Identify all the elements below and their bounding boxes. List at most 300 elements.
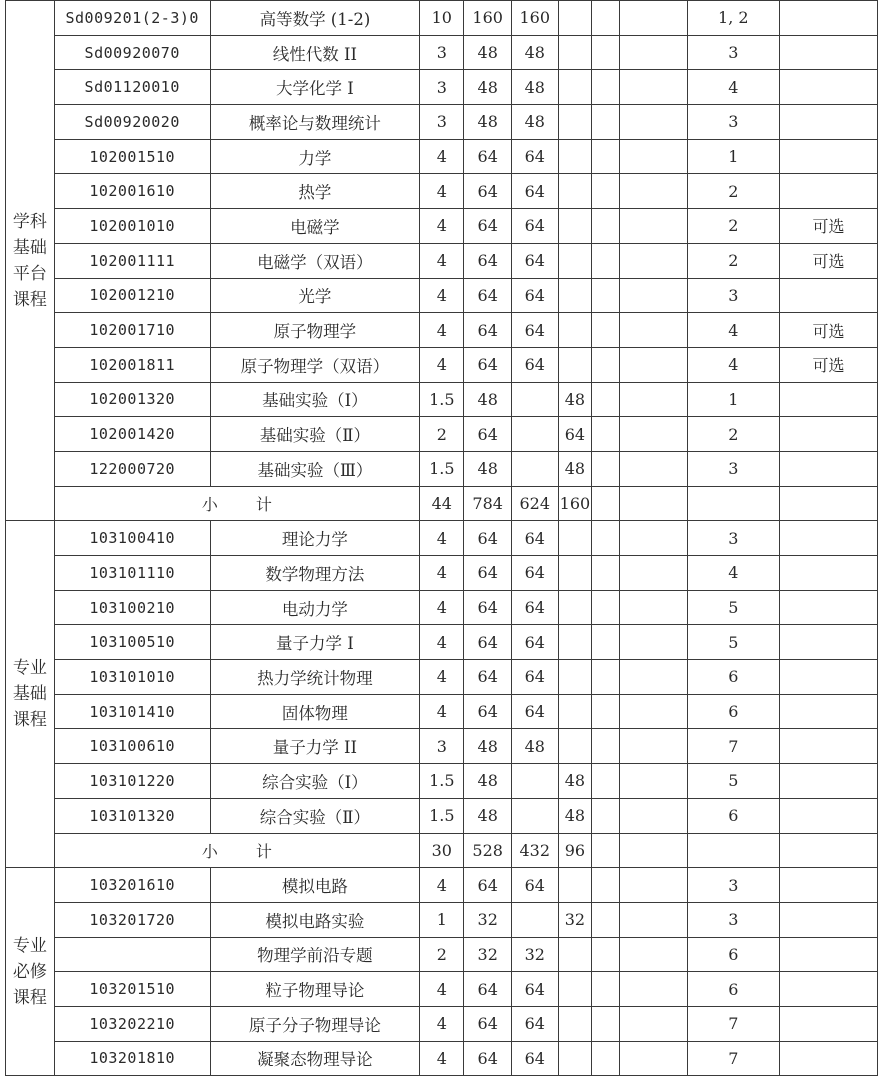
course-code: 122000720 [54, 451, 210, 486]
course-code: 103100610 [54, 729, 210, 764]
note-cell [779, 417, 877, 452]
table-row [6, 70, 878, 105]
semester-cell: 1, 2 [687, 1, 779, 36]
extra-hours-cell [592, 35, 620, 70]
note-cell [779, 729, 877, 764]
subtotal-lab-cell: 96 [558, 833, 592, 868]
subtotal-empty-cell [779, 833, 877, 868]
lab-hours-cell: 32 [558, 902, 592, 937]
table-row [6, 105, 878, 140]
course-name: 原子物理学 [210, 313, 419, 348]
curriculum-table [5, 0, 878, 1076]
subtotal-label [54, 833, 419, 868]
lecture-hours-cell: 64 [511, 243, 558, 278]
subtotal-empty-cell [779, 486, 877, 521]
lecture-hours-cell: 64 [511, 313, 558, 348]
lecture-hours-cell: 64 [511, 590, 558, 625]
total-hours-cell: 64 [464, 209, 512, 244]
lab-hours-cell: 64 [558, 417, 592, 452]
semester-cell: 6 [687, 798, 779, 833]
lab-hours-cell [558, 1, 592, 36]
table-row [6, 35, 878, 70]
lab-hours-cell [558, 625, 592, 660]
course-name: 高等数学 (1-2) [210, 1, 419, 36]
semester-cell: 3 [687, 278, 779, 313]
lecture-hours-cell: 64 [511, 1006, 558, 1041]
note-cell: 可选 [779, 243, 877, 278]
note-cell [779, 660, 877, 695]
note-cell: 可选 [779, 313, 877, 348]
total-hours-cell: 32 [464, 902, 512, 937]
extra-hours-cell [619, 764, 687, 799]
course-name: 综合实验（Ⅰ） [210, 764, 419, 799]
lecture-hours-cell [511, 382, 558, 417]
course-name: 概率论与数理统计 [210, 105, 419, 140]
extra-hours-cell [592, 209, 620, 244]
semester-cell: 4 [687, 313, 779, 348]
extra-hours-cell [619, 1041, 687, 1076]
extra-hours-cell [619, 382, 687, 417]
credits-cell: 4 [420, 868, 464, 903]
semester-cell: 6 [687, 660, 779, 695]
total-hours-cell: 64 [464, 625, 512, 660]
course-name: 理论力学 [210, 521, 419, 556]
category-label-line: 基础 [12, 684, 47, 705]
total-hours-cell: 48 [464, 70, 512, 105]
category-label-line: 专业 [12, 658, 47, 679]
lecture-hours-cell: 48 [511, 35, 558, 70]
lab-hours-cell [558, 174, 592, 209]
course-code: 103100510 [54, 625, 210, 660]
extra-hours-cell [592, 902, 620, 937]
lecture-hours-cell: 32 [511, 937, 558, 972]
subtotal-hours-cell: 784 [464, 486, 512, 521]
table-row [6, 764, 878, 799]
note-cell [779, 1006, 877, 1041]
extra-hours-cell [592, 243, 620, 278]
extra-hours-cell [619, 243, 687, 278]
subtotal-row [6, 486, 878, 521]
course-name: 基础实验（Ⅱ） [210, 417, 419, 452]
course-code: 103101220 [54, 764, 210, 799]
total-hours-cell: 64 [464, 278, 512, 313]
lab-hours-cell [558, 139, 592, 174]
category-label-line: 平台 [12, 263, 47, 284]
note-cell [779, 625, 877, 660]
table-row [6, 556, 878, 591]
note-cell [779, 764, 877, 799]
semester-cell: 3 [687, 451, 779, 486]
table-row [6, 243, 878, 278]
credits-cell: 2 [420, 937, 464, 972]
extra-hours-cell [592, 417, 620, 452]
course-code: 103101320 [54, 798, 210, 833]
extra-hours-cell [592, 382, 620, 417]
lab-hours-cell [558, 209, 592, 244]
table-row [6, 1006, 878, 1041]
total-hours-cell: 64 [464, 868, 512, 903]
extra-hours-cell [592, 972, 620, 1007]
semester-cell: 7 [687, 1041, 779, 1076]
semester-cell: 1 [687, 382, 779, 417]
table-row [6, 278, 878, 313]
note-cell [779, 521, 877, 556]
note-cell [779, 451, 877, 486]
extra-hours-cell [619, 729, 687, 764]
course-code: 102001510 [54, 139, 210, 174]
lab-hours-cell [558, 105, 592, 140]
subtotal-empty-cell [619, 486, 687, 521]
lab-hours-cell [558, 660, 592, 695]
extra-hours-cell [592, 937, 620, 972]
extra-hours-cell [619, 868, 687, 903]
credits-cell: 4 [420, 174, 464, 209]
credits-cell: 4 [420, 313, 464, 348]
subtotal-row [6, 833, 878, 868]
category-cell [6, 868, 55, 1076]
semester-cell: 6 [687, 694, 779, 729]
note-cell [779, 556, 877, 591]
subtotal-empty-cell [619, 833, 687, 868]
course-name: 量子力学 II [210, 729, 419, 764]
note-cell [779, 694, 877, 729]
course-name: 物理学前沿专题 [210, 937, 419, 972]
extra-hours-cell [592, 278, 620, 313]
semester-cell: 3 [687, 35, 779, 70]
total-hours-cell: 48 [464, 105, 512, 140]
semester-cell: 3 [687, 902, 779, 937]
course-code: 103100210 [54, 590, 210, 625]
category-label-line: 学科 [12, 211, 47, 232]
semester-cell: 5 [687, 625, 779, 660]
total-hours-cell: 64 [464, 590, 512, 625]
note-cell [779, 174, 877, 209]
table-row [6, 417, 878, 452]
lab-hours-cell: 48 [558, 451, 592, 486]
credits-cell: 1.5 [420, 382, 464, 417]
subtotal-credits-cell: 30 [420, 833, 464, 868]
note-cell [779, 105, 877, 140]
lab-hours-cell [558, 313, 592, 348]
table-row [6, 660, 878, 695]
category-label-line: 专业 [12, 935, 47, 956]
course-name: 热力学统计物理 [210, 660, 419, 695]
course-code: 102001111 [54, 243, 210, 278]
total-hours-cell: 64 [464, 521, 512, 556]
total-hours-cell: 48 [464, 764, 512, 799]
extra-hours-cell [592, 521, 620, 556]
credits-cell: 3 [420, 105, 464, 140]
table-row [6, 729, 878, 764]
extra-hours-cell [619, 972, 687, 1007]
subtotal-label-char: 计 [255, 494, 272, 514]
category-cell [6, 1, 55, 521]
credits-cell: 4 [420, 521, 464, 556]
category-label-line: 课程 [12, 289, 47, 310]
note-cell [779, 1, 877, 36]
subtotal-label-char: 小 [201, 494, 218, 514]
semester-cell: 4 [687, 347, 779, 382]
table-row [6, 382, 878, 417]
category-cell [6, 521, 55, 868]
subtotal-empty-cell [687, 486, 779, 521]
subtotal-lecture-cell: 432 [511, 833, 558, 868]
extra-hours-cell [592, 313, 620, 348]
total-hours-cell: 48 [464, 798, 512, 833]
lecture-hours-cell: 64 [511, 278, 558, 313]
extra-hours-cell [619, 694, 687, 729]
extra-hours-cell [592, 798, 620, 833]
course-code: 102001420 [54, 417, 210, 452]
note-cell [779, 972, 877, 1007]
lab-hours-cell [558, 937, 592, 972]
extra-hours-cell [592, 1, 620, 36]
course-name: 数学物理方法 [210, 556, 419, 591]
extra-hours-cell [592, 660, 620, 695]
lab-hours-cell [558, 694, 592, 729]
extra-hours-cell [619, 1006, 687, 1041]
extra-hours-cell [592, 625, 620, 660]
course-code: 102001710 [54, 313, 210, 348]
total-hours-cell: 64 [464, 972, 512, 1007]
lecture-hours-cell [511, 902, 558, 937]
lecture-hours-cell: 64 [511, 139, 558, 174]
course-name: 基础实验（Ⅲ） [210, 451, 419, 486]
credits-cell: 10 [420, 1, 464, 36]
course-code: Sd009201(2-3)0 [54, 1, 210, 36]
course-code: 103101010 [54, 660, 210, 695]
semester-cell: 7 [687, 1006, 779, 1041]
semester-cell: 2 [687, 417, 779, 452]
course-code: 103201810 [54, 1041, 210, 1076]
category-label-line: 必修 [12, 961, 47, 982]
lecture-hours-cell [511, 798, 558, 833]
extra-hours-cell [592, 105, 620, 140]
extra-hours-cell [592, 868, 620, 903]
table-row [6, 902, 878, 937]
total-hours-cell: 48 [464, 382, 512, 417]
total-hours-cell: 64 [464, 347, 512, 382]
table-row [6, 937, 878, 972]
total-hours-cell: 64 [464, 174, 512, 209]
total-hours-cell: 64 [464, 417, 512, 452]
extra-hours-cell [619, 556, 687, 591]
subtotal-credits-cell: 44 [420, 486, 464, 521]
lab-hours-cell [558, 590, 592, 625]
total-hours-cell: 64 [464, 556, 512, 591]
extra-hours-cell [592, 694, 620, 729]
table-row [6, 590, 878, 625]
extra-hours-cell [592, 729, 620, 764]
note-cell [779, 937, 877, 972]
lab-hours-cell [558, 556, 592, 591]
note-cell [779, 139, 877, 174]
semester-cell: 6 [687, 937, 779, 972]
extra-hours-cell [592, 1006, 620, 1041]
course-code: 103201610 [54, 868, 210, 903]
lecture-hours-cell [511, 417, 558, 452]
total-hours-cell: 48 [464, 35, 512, 70]
semester-cell: 6 [687, 972, 779, 1007]
credits-cell: 4 [420, 660, 464, 695]
lecture-hours-cell: 64 [511, 521, 558, 556]
semester-cell: 1 [687, 139, 779, 174]
lecture-hours-cell: 64 [511, 174, 558, 209]
extra-hours-cell [592, 590, 620, 625]
extra-hours-cell [619, 313, 687, 348]
table-row [6, 313, 878, 348]
extra-hours-cell [592, 70, 620, 105]
extra-hours-cell [619, 1, 687, 36]
lab-hours-cell [558, 35, 592, 70]
extra-hours-cell [619, 35, 687, 70]
subtotal-label [54, 486, 419, 521]
extra-hours-cell [619, 590, 687, 625]
extra-hours-cell [592, 556, 620, 591]
category-label-line: 课程 [12, 710, 47, 731]
subtotal-lecture-cell: 624 [511, 486, 558, 521]
course-name: 力学 [210, 139, 419, 174]
table-row [6, 1041, 878, 1076]
lab-hours-cell: 48 [558, 764, 592, 799]
note-cell: 可选 [779, 209, 877, 244]
note-cell [779, 35, 877, 70]
note-cell [779, 798, 877, 833]
total-hours-cell: 32 [464, 937, 512, 972]
table-row [6, 521, 878, 556]
course-name: 电磁学（双语） [210, 243, 419, 278]
lab-hours-cell [558, 1006, 592, 1041]
extra-hours-cell [619, 209, 687, 244]
extra-hours-cell [619, 278, 687, 313]
semester-cell: 3 [687, 868, 779, 903]
total-hours-cell: 64 [464, 243, 512, 278]
extra-hours-cell [619, 660, 687, 695]
credits-cell: 4 [420, 694, 464, 729]
total-hours-cell: 64 [464, 139, 512, 174]
course-code: 102001610 [54, 174, 210, 209]
semester-cell: 3 [687, 521, 779, 556]
table-row [6, 694, 878, 729]
course-name: 粒子物理导论 [210, 972, 419, 1007]
lab-hours-cell [558, 729, 592, 764]
credits-cell: 4 [420, 139, 464, 174]
course-code: Sd01120010 [54, 70, 210, 105]
total-hours-cell: 64 [464, 660, 512, 695]
credits-cell: 4 [420, 1006, 464, 1041]
lab-hours-cell: 48 [558, 798, 592, 833]
credits-cell: 3 [420, 35, 464, 70]
extra-hours-cell [592, 139, 620, 174]
lecture-hours-cell: 64 [511, 660, 558, 695]
extra-hours-cell [592, 1041, 620, 1076]
credits-cell: 3 [420, 729, 464, 764]
total-hours-cell: 48 [464, 729, 512, 764]
course-code: 103201720 [54, 902, 210, 937]
course-code: 103101110 [54, 556, 210, 591]
course-name: 光学 [210, 278, 419, 313]
course-code [54, 937, 210, 972]
course-name: 电动力学 [210, 590, 419, 625]
note-cell [779, 868, 877, 903]
extra-hours-cell [619, 105, 687, 140]
extra-hours-cell [619, 625, 687, 660]
lecture-hours-cell: 64 [511, 694, 558, 729]
lecture-hours-cell: 48 [511, 70, 558, 105]
extra-hours-cell [619, 174, 687, 209]
course-name: 量子力学 I [210, 625, 419, 660]
category-label-line: 基础 [12, 237, 47, 258]
lab-hours-cell [558, 70, 592, 105]
lab-hours-cell [558, 1041, 592, 1076]
table-row [6, 174, 878, 209]
course-name: 基础实验（Ⅰ） [210, 382, 419, 417]
extra-hours-cell [592, 451, 620, 486]
extra-hours-cell [619, 798, 687, 833]
table-row [6, 868, 878, 903]
lab-hours-cell [558, 243, 592, 278]
credits-cell: 4 [420, 556, 464, 591]
extra-hours-cell [619, 937, 687, 972]
table-row [6, 1, 878, 36]
extra-hours-cell [619, 417, 687, 452]
course-code: 103201510 [54, 972, 210, 1007]
lab-hours-cell: 48 [558, 382, 592, 417]
credits-cell: 3 [420, 70, 464, 105]
credits-cell: 4 [420, 1041, 464, 1076]
credits-cell: 4 [420, 278, 464, 313]
extra-hours-cell [592, 347, 620, 382]
lab-hours-cell [558, 278, 592, 313]
total-hours-cell: 64 [464, 1006, 512, 1041]
lecture-hours-cell: 64 [511, 209, 558, 244]
credits-cell: 4 [420, 590, 464, 625]
extra-hours-cell [619, 451, 687, 486]
table-row [6, 139, 878, 174]
table-row [6, 798, 878, 833]
course-code: 102001210 [54, 278, 210, 313]
extra-hours-cell [619, 139, 687, 174]
subtotal-empty-cell [592, 486, 620, 521]
semester-cell: 4 [687, 556, 779, 591]
note-cell: 可选 [779, 347, 877, 382]
table-row [6, 625, 878, 660]
total-hours-cell: 48 [464, 451, 512, 486]
lecture-hours-cell: 64 [511, 1041, 558, 1076]
semester-cell: 2 [687, 243, 779, 278]
course-name: 凝聚态物理导论 [210, 1041, 419, 1076]
course-name: 原子物理学（双语） [210, 347, 419, 382]
subtotal-lab-cell: 160 [558, 486, 592, 521]
credits-cell: 1.5 [420, 451, 464, 486]
lecture-hours-cell: 64 [511, 868, 558, 903]
note-cell [779, 278, 877, 313]
credits-cell: 1 [420, 902, 464, 937]
course-name: 模拟电路实验 [210, 902, 419, 937]
course-code: 102001320 [54, 382, 210, 417]
note-cell [779, 70, 877, 105]
table-row [6, 972, 878, 1007]
total-hours-cell: 64 [464, 1041, 512, 1076]
course-name: 原子分子物理导论 [210, 1006, 419, 1041]
course-code: Sd00920020 [54, 105, 210, 140]
course-code: 103202210 [54, 1006, 210, 1041]
subtotal-label-char: 小 [201, 841, 218, 861]
note-cell [779, 902, 877, 937]
course-name: 大学化学 I [210, 70, 419, 105]
credits-cell: 4 [420, 625, 464, 660]
credits-cell: 4 [420, 209, 464, 244]
